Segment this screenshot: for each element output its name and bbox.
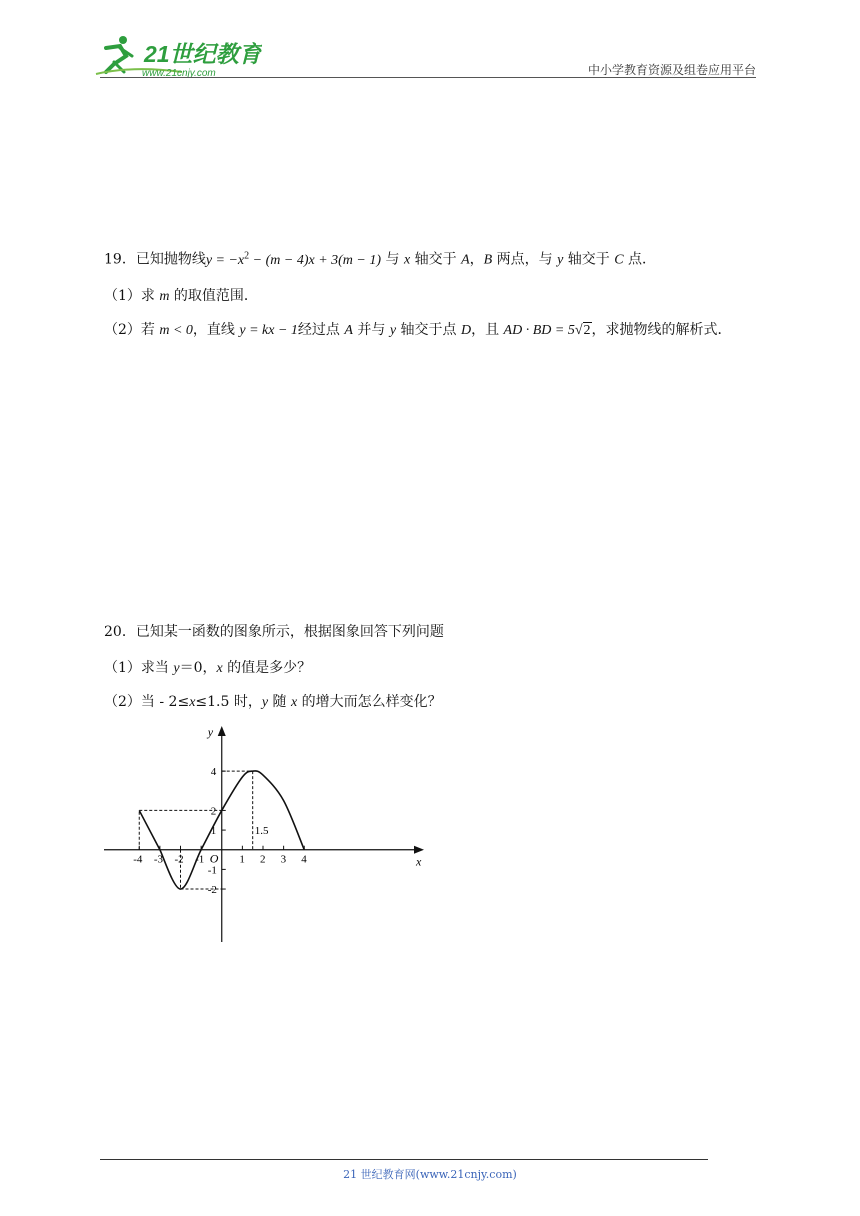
- y-axis-label: y: [207, 725, 214, 739]
- x-tick-label: -3: [153, 853, 164, 866]
- x-tick-label: 3: [280, 853, 287, 866]
- x-tick-label: 2: [260, 853, 266, 866]
- logo-url: www.21cnjy.com: [142, 68, 216, 79]
- annotation-label: 1.5: [254, 825, 269, 838]
- question-19-part-2: （2）若 m < 0，直线 y = kx − 1经过点 A 并与 y 轴交于点 D，且 AD · BD = 5√2，求抛物线的解析式．: [104, 322, 732, 338]
- y-tick-label: 4: [210, 766, 217, 779]
- function-graph: [98, 722, 428, 948]
- function-segment: [139, 810, 160, 849]
- question-20-part-2: （2）当 ‐ 2≤x≤1.5 时，y 随 x 的增大而怎么样变化？: [104, 694, 442, 710]
- q19-number: 19．: [104, 251, 136, 268]
- logo-text: 21世纪教育: [144, 41, 262, 67]
- y-tick-label: -2: [207, 884, 217, 897]
- x-tick-label: 4: [301, 853, 307, 866]
- y-axis-arrow: [218, 726, 226, 736]
- footer-divider: [100, 1159, 708, 1160]
- product-expression: AD · BD = 5√2: [503, 323, 591, 338]
- question-20-part-1: （1）求当 y＝0，x 的值是多少？: [104, 660, 312, 676]
- function-curve: [160, 771, 304, 889]
- q19-equation: $y = -x^2 - (m - 4)x + 3(m - 1)$: [205, 250, 382, 268]
- x-tick-label: -2: [174, 853, 184, 866]
- question-20: 20．已知某一函数的图象所示，根据图象回答下列问题: [104, 624, 444, 640]
- q20-number: 20．: [104, 624, 136, 640]
- y-tick-label: 1: [210, 825, 217, 838]
- x-tick-label: 1: [239, 853, 245, 866]
- header-divider: [100, 77, 756, 78]
- origin-label: O: [209, 851, 219, 866]
- question-19: 19．已知抛物线$y = -x^2 - (m - 4)x + 3(m - 1)$ 与 x 轴交于 A，B 两点，与 y 轴交于 C 点．: [104, 250, 657, 268]
- y-tick-label: -1: [207, 864, 217, 877]
- x-axis-label: x: [416, 854, 422, 869]
- x-tick-label: -4: [133, 853, 143, 866]
- header-platform-text: 中小学教育资源及组卷应用平台: [587, 63, 756, 77]
- footer-site-text: 21 世纪教育网(www.21cnjy.com): [343, 1168, 517, 1181]
- x-tick-label: -1: [195, 853, 205, 866]
- question-19-part-1: （1）求 m 的取值范围．: [104, 288, 258, 304]
- y-tick-label: 2: [210, 805, 217, 818]
- x-axis-arrow: [414, 846, 424, 854]
- site-logo: [92, 34, 262, 80]
